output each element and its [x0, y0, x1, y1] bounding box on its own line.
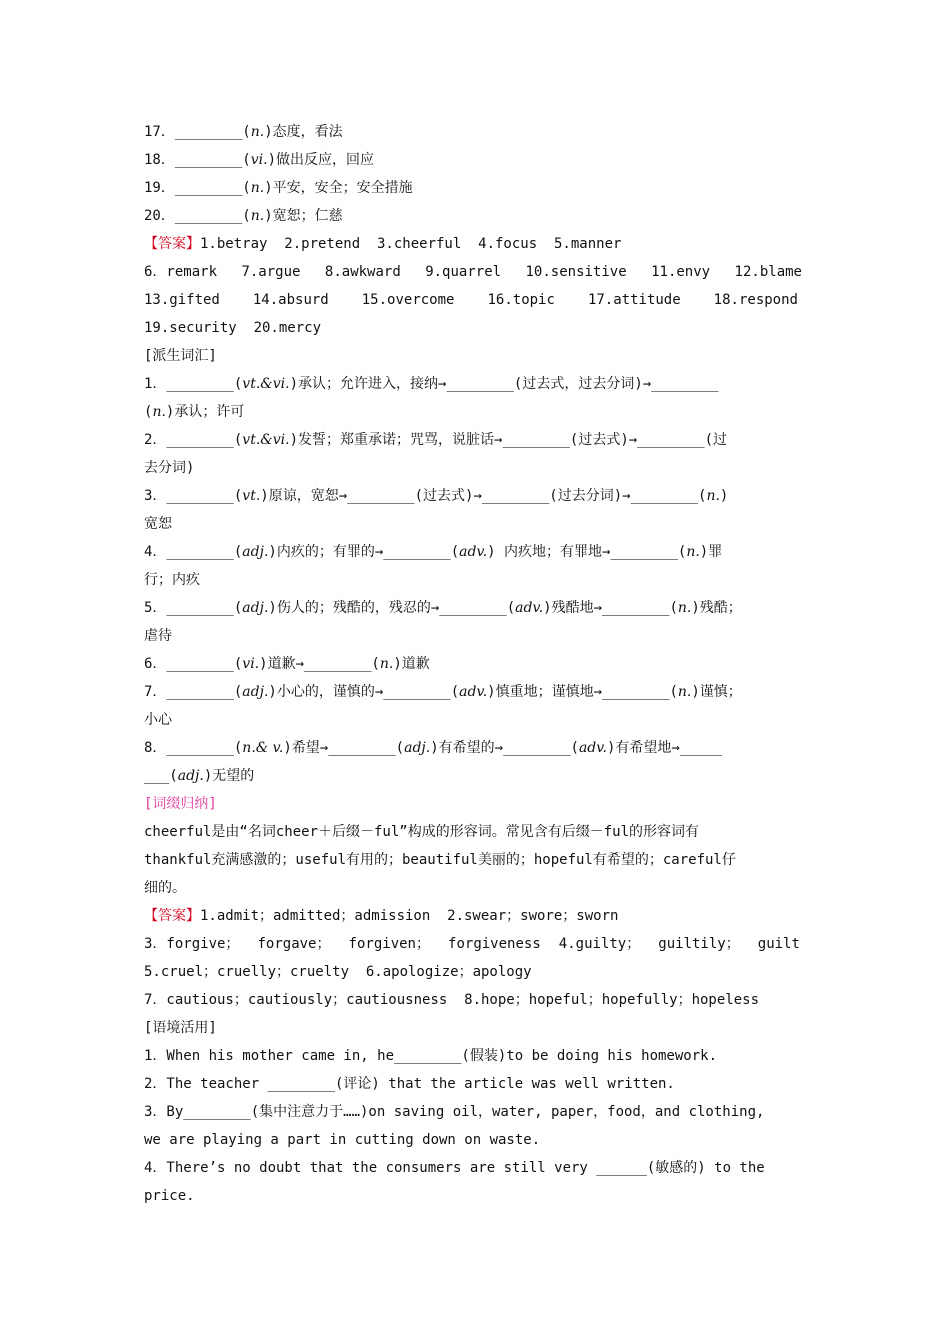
answer-item: forgiven； [348, 936, 430, 952]
answer-item: forgave； [257, 936, 331, 952]
answer-item: 7.argue [241, 264, 301, 280]
affix-line: thankful充满感激的；useful有用的；beautiful美丽的；hopeful有希望的；careful仔 [144, 852, 736, 868]
context-line: we are playing a part in cutting down on waste. [144, 1132, 541, 1148]
derived-line: 虐待 [144, 628, 172, 644]
answer-item: 12.blame [734, 264, 802, 280]
derived-line: 4．________(adj.)内疚的；有罪的→________(adv.) 内疚地；有罪地→________(n.)罪 [144, 544, 723, 560]
derived-line: 1．________(vt.&vi.)承认；允许进入，接纳→________(过去式，过去分词)→________ [144, 376, 719, 392]
derived-line: 去分词) [144, 460, 195, 476]
derived-line: 8．________(n.& v.)希望→________(adj.)有希望的→________(adv.)有希望地→_____ [144, 740, 722, 756]
answer-item: 10.sensitive [525, 264, 627, 280]
answer-item: 9.quarrel [425, 264, 502, 280]
derived-line: 5．________(adj.)伤人的；残酷的，残忍的→________(adv.)残酷地→________(n.)残酷； [144, 600, 742, 616]
answer-line [144, 286, 798, 314]
document-page [144, 118, 812, 1210]
answer-line: 5.cruel；cruelly；cruelty 6.apologize；apology [144, 964, 532, 980]
answer-item: 6．remark [144, 264, 218, 280]
answer-tag: 【答案】 [144, 236, 200, 252]
derived-line: ___(adj.)无望的 [144, 768, 255, 784]
vocab-item: 17．________(n.)态度，看法 [144, 124, 343, 140]
affix-line: 细的。 [144, 880, 186, 896]
section-heading: [派生词汇] [144, 348, 217, 364]
answer-line [144, 902, 812, 930]
answer-line [144, 930, 800, 958]
derived-line: 7．________(adj.)小心的，谨慎的→________(adv.)慎重地；谨慎地→________(n.)谨慎； [144, 684, 742, 700]
answer-item: 14.absurd [252, 292, 329, 308]
answer-item: 4.guilty； [558, 936, 641, 952]
answer-item: guilt [757, 936, 800, 952]
section-heading-affix: [词缀归纳] [144, 796, 217, 812]
answer-line: 19.security 20.mercy [144, 320, 322, 336]
answer-item: 18.respond [713, 292, 798, 308]
context-line: 1．When his mother came in, he________(假装)to be doing his homework. [144, 1048, 718, 1064]
section-heading: [语境活用] [144, 1020, 217, 1036]
answer-item: forgiveness [448, 936, 541, 952]
answer-item: 13.gifted [144, 292, 220, 308]
answer-item: 8.awkward [324, 264, 401, 280]
answer-item: 15.overcome [361, 292, 455, 308]
affix-line: cheerful是由“名词cheer＋后缀－ful”构成的形容词。常见含有后缀－ful的形容词有 [144, 824, 700, 840]
answer-line [144, 230, 812, 258]
derived-line: 2．________(vt.&vi.)发誓；郑重承诺；咒骂，说脏话→________(过去式)→________(过 [144, 432, 728, 448]
answer-line: 7．cautious；cautiously；cautiousness 8.hope；hopeful；hopefully；hopeless [144, 992, 760, 1008]
derived-line: 行；内疚 [144, 572, 200, 588]
context-line: price. [144, 1188, 195, 1204]
answer-line [144, 258, 802, 286]
answer-item: 3．forgive； [144, 936, 240, 952]
derived-line: 小心 [144, 712, 172, 728]
answer-tag: 【答案】 [144, 908, 200, 924]
vocab-item: 18．________(vi.)做出反应，回应 [144, 152, 374, 168]
answer-text: 1.betray 2.pretend 3.cheerful 4.focus 5.manner [200, 236, 622, 252]
context-line: 2．The teacher ________(评论) that the article was well written. [144, 1076, 675, 1092]
derived-line: 宽恕 [144, 516, 172, 532]
derived-line: 3．________(vt.)原谅，宽恕→________(过去式)→________(过去分词)→________(n.) [144, 488, 729, 504]
context-line: 4．There’s no doubt that the consumers are still very ______(敏感的) to the [144, 1160, 765, 1176]
derived-line: 6．________(vi.)道歉→________(n.)道歉 [144, 656, 430, 672]
context-line: 3．By________(集中注意力于……)on saving oil，water, paper，food，and clothing, [144, 1104, 765, 1120]
answer-item: 17.attitude [587, 292, 681, 308]
answer-item: 11.envy [651, 264, 711, 280]
vocab-item: 19．________(n.)平安，安全；安全措施 [144, 180, 413, 196]
answer-item: 16.topic [487, 292, 555, 308]
derived-line: (n.)承认；许可 [144, 404, 245, 420]
answer-text: 1.admit；admitted；admission 2.swear；swore；sworn [200, 908, 619, 924]
answer-item: guiltily； [658, 936, 740, 952]
vocab-item: 20．________(n.)宽恕；仁慈 [144, 208, 343, 224]
